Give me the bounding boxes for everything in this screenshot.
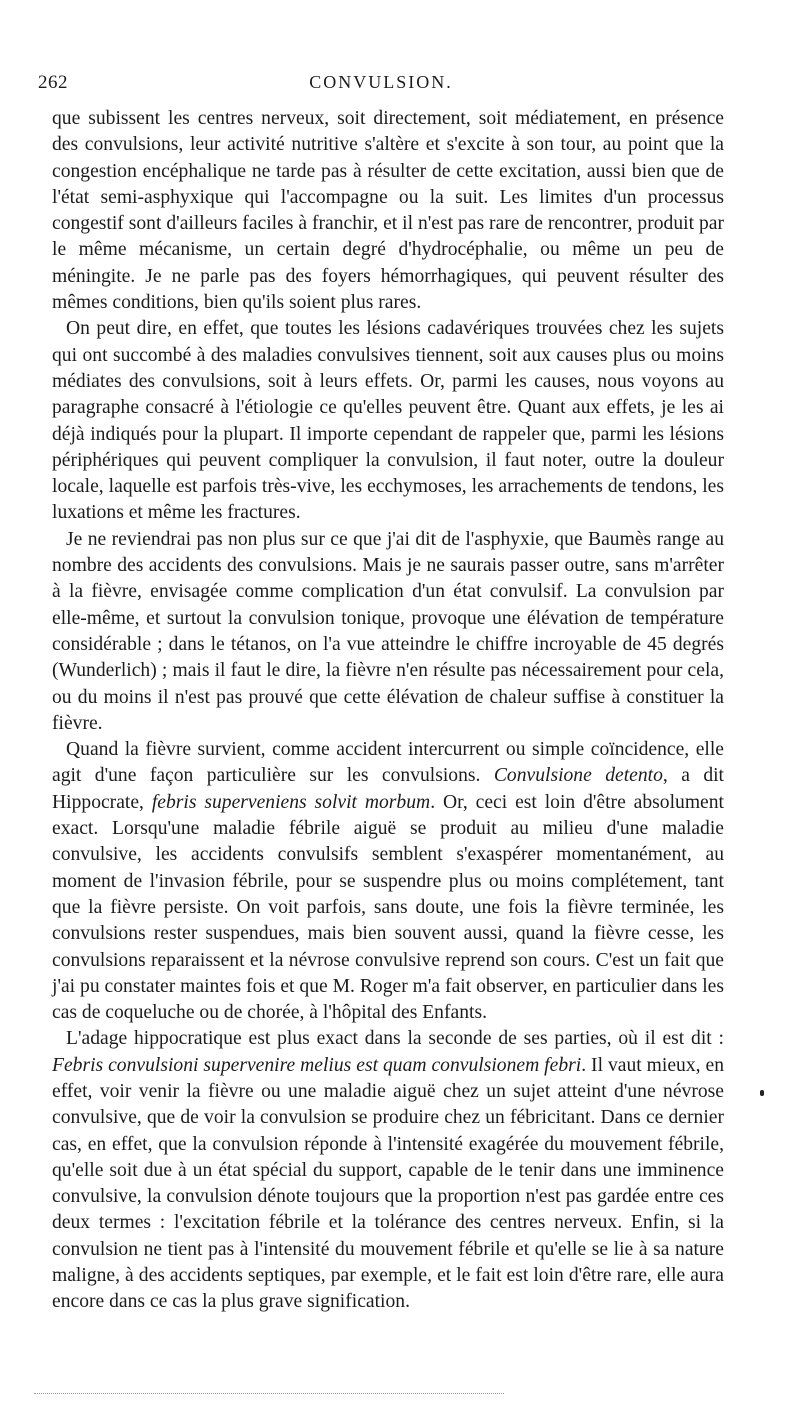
- latin-quote: febris superveniens solvit morbum: [151, 791, 431, 813]
- paragraph-text: . Or, ceci est loin d'être absolument exact. Lorsqu'une maladie fébrile aiguë se produit au milieu d'une maladie convulsive, les accidents convulsifs semblent s'exaspérer momentanément, au moment de l'invasion fébrile, pour se suspendre plus ou moins complétement, tant que la fièvre persiste. On voit parfois, sans doute, une fois la fièvre terminée, les convulsions rester suspendues, mais bien souvent aussi, quand la fièvre cesse, les convulsions reparaissent et la névrose convulsive reprend son cours. C'est un fait que j'ai pu constater maintes fois et que M. Roger m'a fait observer, en particulier dans les cas de coqueluche ou de chorée, à l'hôpital des Enfants.: [52, 791, 724, 1024]
- ink-speck: [760, 1090, 764, 1096]
- latin-quote: Convulsione detento: [493, 765, 663, 787]
- paragraph-text: On peut dire, en effet, que toutes les lésions cadavériques trouvées chez les sujets qui ont succombé à des maladies convulsives tiennent, soit aux causes plus ou moins médiates des convulsions, soit à leurs effets. Or, parmi les causes, nous voyons au paragraphe consacré à l'étiologie ce qu'elles peuvent être. Quant aux effets, je les ai déjà indiqués pour la plupart. Il importe cependant de rappeler que, parmi les lésions périphériques qui peuvent compliquer la convulsion, il faut noter, outre la douleur locale, laquelle est parfois très-vive, les ecchymoses, les arrachements de tendons, les luxations et même les fractures.: [52, 318, 724, 524]
- paragraph-text: Quand la fièvre survient, comme accident intercurrent ou simple coïncidence, elle agit d'une façon particulière sur les convulsions.: [52, 739, 724, 787]
- paragraph-4: [52, 737, 724, 1026]
- paragraph-3: [52, 527, 724, 737]
- paragraph-text: . Il vaut mieux, en effet, voir venir la fièvre ou une maladie aiguë chez un sujet atteint d'une névrose convulsive, que de voir la convulsion se produire chez un fébricitant. Dans ce dernier cas, en effet, que la convulsion réponde à l'intensité exagérée du mouvement fébrile, qu'elle soit due à un état spécial du support, capable de le tenir dans une imminence convulsive, la convulsion dénote toujours que la proportion n'est pas gardée entre ces deux termes : l'excitation fébrile et la tolérance des centres nerveux. Enfin, si la convulsion ne tient pas à l'intensité du mouvement fébrile et qu'elle se lie à sa nature maligne, à des accidents septiques, par exemple, et le fait est loin d'être rare, elle aura encore dans ce cas la plus grave signification.: [52, 1054, 724, 1313]
- paragraph-text: , a dit Hippocrate,: [52, 765, 724, 813]
- paragraph-1: [52, 106, 724, 316]
- paragraph-text: L'adage hippocratique est plus exact dans la seconde de ses parties, où il est dit :: [66, 1028, 724, 1050]
- footer-rule: [34, 1393, 504, 1394]
- paragraph-2: [52, 316, 724, 526]
- page-header: [38, 72, 724, 102]
- latin-quote: Febris convulsioni supervenire melius est quam convulsionem febri: [52, 1054, 582, 1076]
- body-text: [52, 106, 724, 1316]
- page-number: 262: [38, 72, 68, 93]
- paragraph-5: [52, 1026, 724, 1315]
- paragraph-text: Je ne reviendrai pas non plus sur ce que j'ai dit de l'asphyxie, que Baumès range au nombre des accidents des convulsions. Mais je ne saurais passer outre, sans m'arrêter à la fièvre, envisagée comme complication d'un état convulsif. La convulsion par elle-même, et surtout la convulsion tonique, provoque une élévation de température considérable ; dans le tétanos, on l'a vue atteindre le chiffre incroyable de 45 degrés (Wunderlich) ; mais il faut le dire, la fièvre n'en résulte pas nécessairement pour cela, ou du moins il n'est pas prouvé que cette élévation de chaleur suffise à constituer la fièvre.: [52, 528, 724, 734]
- paragraph-text: que subissent les centres nerveux, soit directement, soit médiatement, en présence des convulsions, leur activité nutritive s'altère et s'excite à son tour, au point que la congestion encéphalique ne tarde pas à résulter de cette excitation, aussi bien que de l'état semi-asphyxique qui l'accompagne ou la suit. Les limites d'un processus congestif sont d'ailleurs faciles à franchir, et il n'est pas rare de rencontrer, produit par le même mécanisme, un certain degré d'hydrocéphalie, ou même un peu de méningite. Je ne parle pas des foyers hémorrhagiques, qui peuvent résulter des mêmes conditions, bien qu'ils soient plus rares.: [52, 108, 724, 314]
- running-title: CONVULSION.: [309, 72, 453, 92]
